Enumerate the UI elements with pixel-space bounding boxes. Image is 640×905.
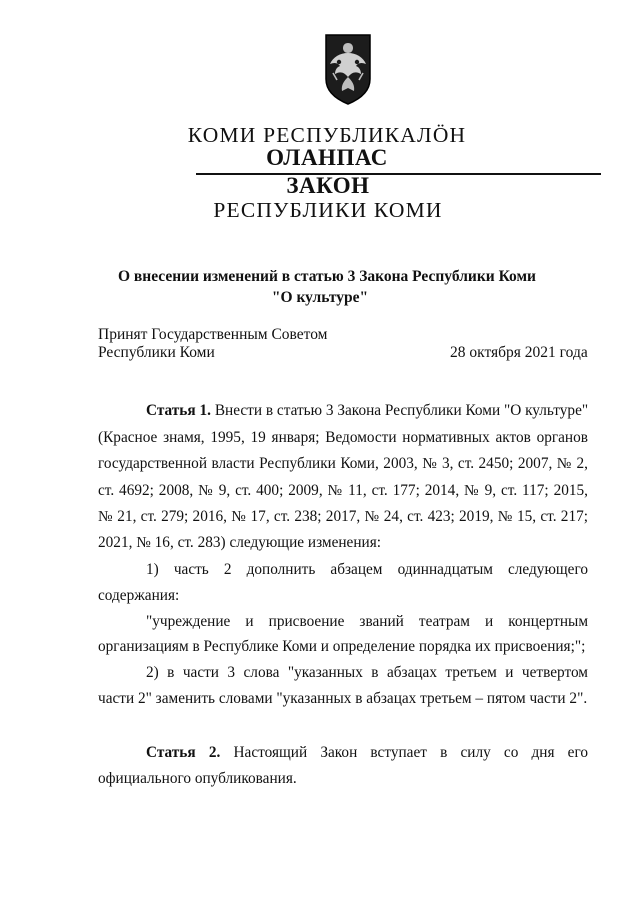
document-title-line-1: О внесении изменений в статью 3 Закона Республики Коми — [118, 268, 536, 285]
article1-line-5: № 21, ст. 279; 2016, № 17, ст. 238; 2017, № 24, ст. 423; 2019, № 15, ст. 217; — [98, 508, 588, 525]
document-title-line-2: "О культуре" — [271, 289, 369, 306]
header-line-olanpas: ОЛАНПАС — [266, 145, 388, 170]
article2-line-1 — [146, 744, 588, 762]
article2-label: Статья 2. — [146, 744, 221, 761]
quote-line-1: "учреждение и присвоение званий театрам и концертным — [146, 613, 588, 630]
adoption-date: 28 октября 2021 года — [450, 344, 588, 361]
article1-line-2: (Красное знамя, 1995, 19 января; Ведомости нормативных актов органов — [98, 429, 588, 446]
change-item-1-line-2: содержания: — [98, 587, 180, 604]
change-item-1-line-1: 1) часть 2 дополнить абзацем одиннадцатым следующего — [146, 561, 588, 578]
header-line-republic: РЕСПУБЛИКИ КОМИ — [213, 198, 443, 222]
adoption-line-1: Принят Государственным Советом — [98, 326, 328, 343]
article1-line-1 — [146, 402, 588, 420]
article1-line-3: государственной власти Республики Коми, 2003, № 3, ст. 2450; 2007, № 2, — [98, 455, 588, 472]
article1-line-6: 2021, № 16, ст. 283) следующие изменения: — [98, 534, 382, 551]
change-item-2-line-2: части 2" заменить словами "указанных в абзацах третьем – пятом части 2". — [98, 690, 588, 707]
article2-line-2: официального опубликования. — [98, 770, 297, 787]
header-line-komi: КОМИ РЕСПУБЛИКАЛÖН — [187, 123, 467, 147]
adoption-line-2: Республики Коми — [98, 344, 215, 361]
article1-line-4: ст. 4692; 2008, № 9, ст. 400; 2009, № 11, ст. 177; 2014, № 9, ст. 117; 2015, — [98, 482, 588, 499]
komi-coat-of-arms-icon — [323, 33, 373, 106]
article1-text-1: Внести в статью 3 Закона Республики Коми "О культуре" — [214, 402, 588, 419]
change-item-2-line-1: 2) в части 3 слова "указанных в абзацах третьем и четвертом — [146, 664, 588, 681]
article2-text-1: Настоящий Закон вступает в силу со дня его — [233, 744, 588, 761]
quote-line-2: организациям в Республике Коми и определение порядка их присвоения;"; — [98, 638, 586, 655]
header-line-zakon: ЗАКОН — [286, 173, 370, 198]
article1-label: Статья 1. — [146, 402, 211, 419]
